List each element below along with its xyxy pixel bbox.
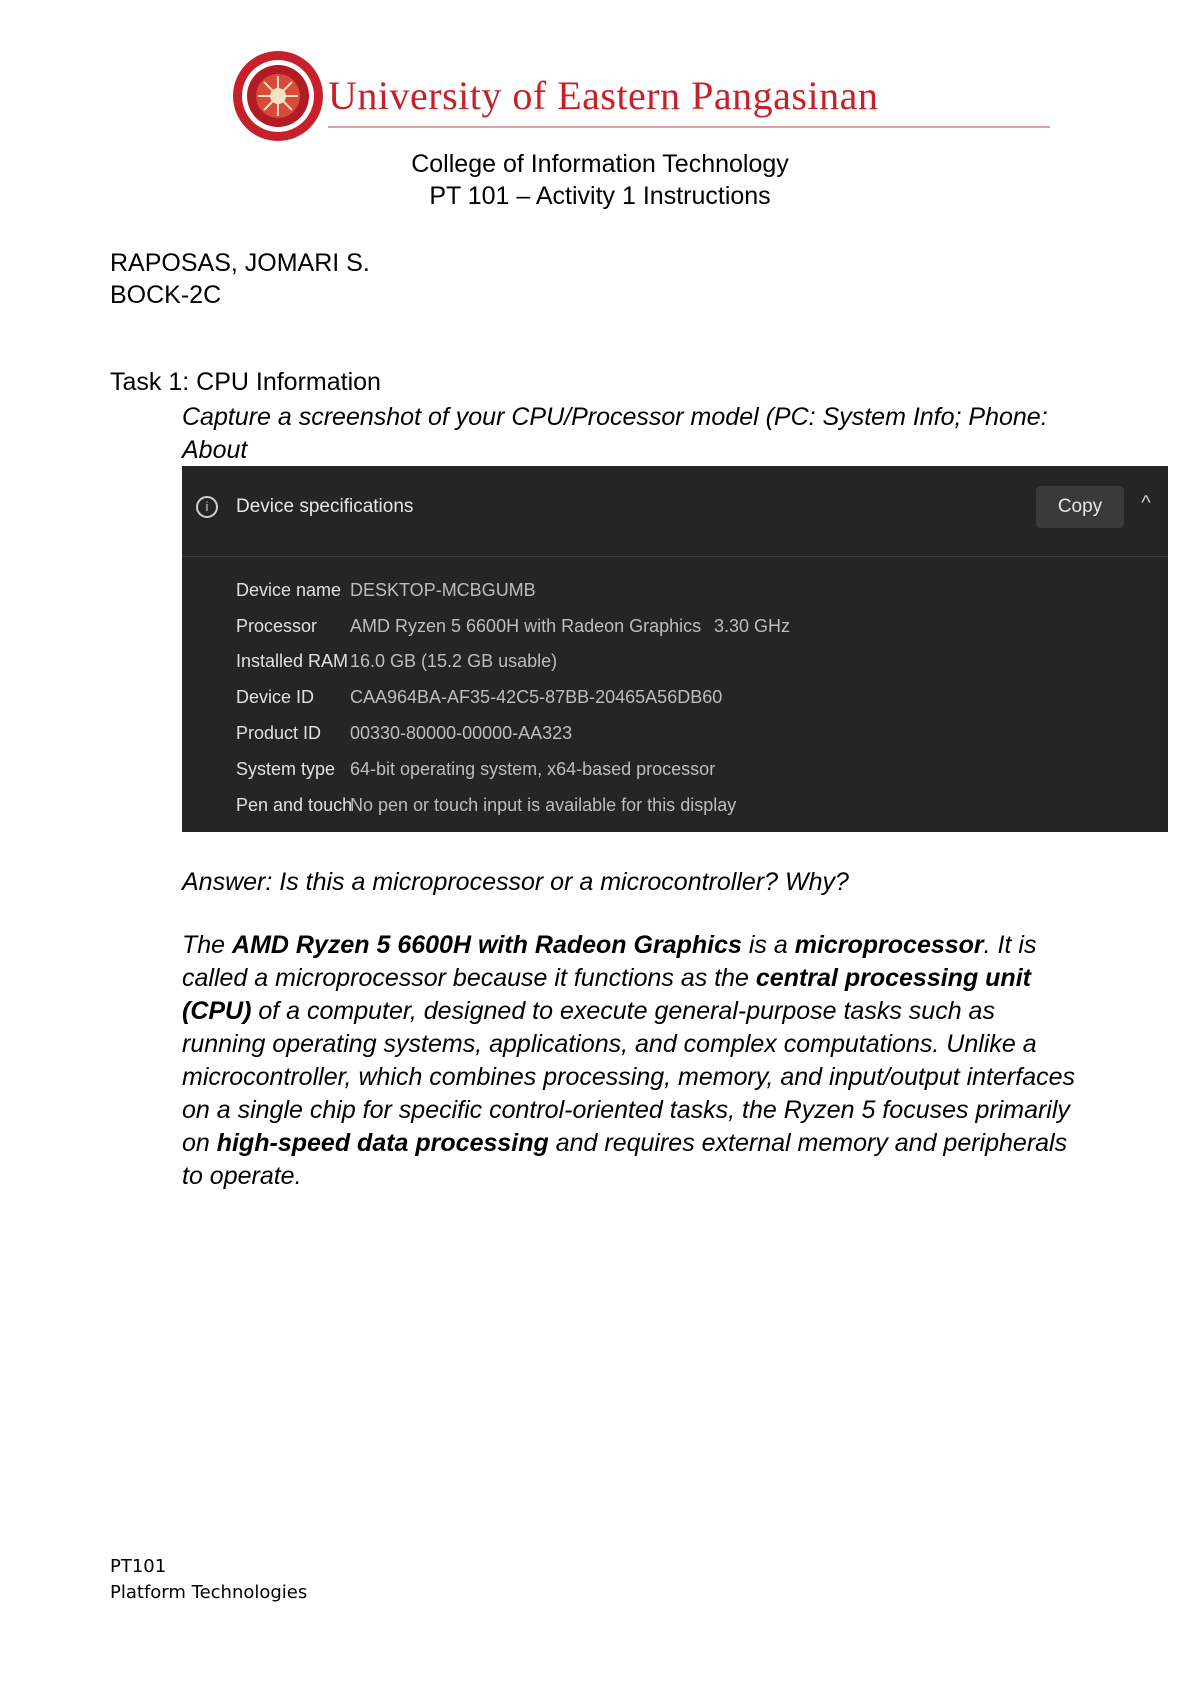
answer-bold: central processing unit (CPU) [182,964,1031,1025]
spec-value: 16.0 GB (15.2 GB usable) [350,651,558,671]
copy-button[interactable]: Copy [1036,486,1124,528]
answer-text: and requires external memory and peripherals to operate. [182,1129,1068,1190]
spec-row-product-id [236,723,1136,755]
footer-course-code: PT101 [110,1556,167,1577]
processor-speed: 3.30 GHz [714,616,791,636]
spec-label: Installed RAM [236,651,349,671]
question-text: Answer: Is this a microprocessor or a microcontroller? Why? [182,868,849,896]
spec-label: Processor [236,616,318,636]
answer-bold: high-speed data processing [216,1129,549,1157]
spec-label: System type [236,759,336,779]
spec-label: Device ID [236,687,315,707]
spec-value: AMD Ryzen 5 6600H with Radeon Graphics [350,616,702,636]
spec-row-system-type [236,759,1136,791]
student-name: RAPOSAS, JOMARI S. [110,249,370,277]
university-name: University of Eastern Pangasinan [328,73,879,118]
task-title: Task 1: CPU Information [110,368,381,396]
activity-title: PT 101 – Activity 1 Instructions [429,182,771,210]
spec-row-pen-and-touch [236,795,1136,827]
instruction-line: Capture a screenshot of your CPU/Processor model (PC: System Info; Phone: About [182,403,1048,464]
device-specifications-title: Device specifications [236,496,414,517]
footer-course-name: Platform Technologies [110,1582,308,1603]
header-divider [328,126,1050,128]
answer-text: . It is called a microprocessor because it functions as the [182,931,1037,992]
spec-row-device-id [236,687,1136,719]
spec-label: Product ID [236,723,322,743]
spec-row-device-name [236,580,1136,612]
answer-bold: AMD Ryzen 5 6600H with Radeon Graphics [232,931,742,959]
university-seal-icon [232,50,324,142]
info-icon: i [196,496,218,518]
answer-text: The [182,931,233,959]
spec-value: DESKTOP-MCBGUMB [350,580,536,600]
answer-paragraph [182,929,1082,1193]
student-section: BOCK-2C [110,281,222,309]
spec-label: Device name [236,580,342,600]
university-header [232,50,1052,142]
spec-value: No pen or touch input is available for this display [350,795,737,815]
answer-text: of a computer, designed to execute general-purpose tasks such as running operating systems, applications, and complex computations. Unlike a microcontroller, which combines processing, memory, and input/output interfaces on a single chip for specific control-oriented tasks, the Ryzen 5 focuses primarily on [182,997,1076,1157]
chevron-up-icon[interactable]: ^ [1141,492,1151,514]
spec-value: 64-bit operating system, x64-based processor [350,759,716,779]
device-specifications-header[interactable] [182,466,1168,557]
spec-value: 00330-80000-00000-AA323 [350,723,573,743]
college-name: College of Information Technology [411,150,789,178]
spec-row-processor [236,616,1136,648]
answer-text: is a [741,931,795,959]
spec-label: Pen and touch [236,795,353,815]
device-specifications-panel [182,466,1168,832]
spec-value: CAA964BA-AF35-42C5-87BB-20465A56DB60 [350,687,723,707]
spec-row-installed-ram [236,651,1136,683]
answer-bold: microprocessor [794,931,984,959]
